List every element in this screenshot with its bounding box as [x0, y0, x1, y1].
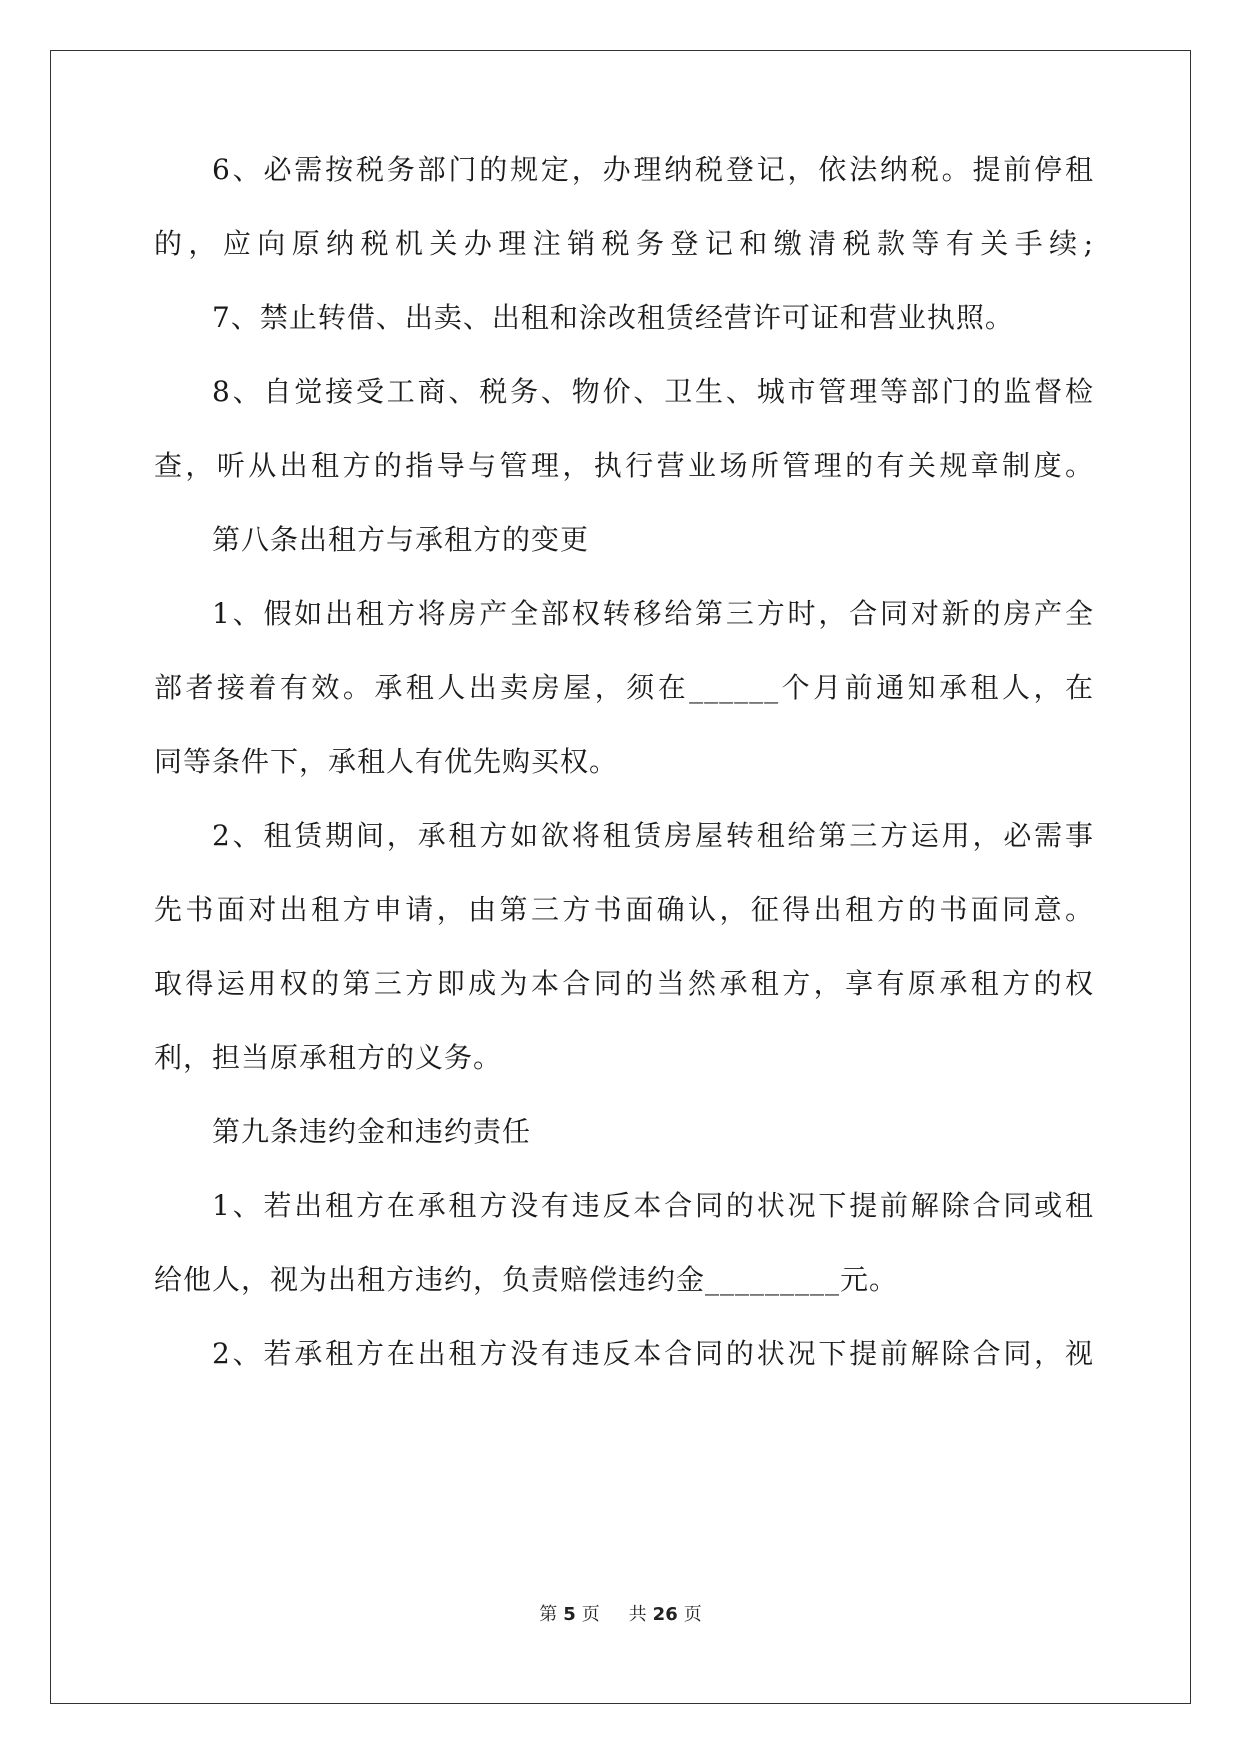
paragraph-line: 部者接着有效。承租人出卖房屋，须在______个月前通知承租人，在 — [154, 671, 1094, 704]
footer-total-prefix: 共 — [628, 1604, 647, 1625]
paragraph-line: 2、若承租方在出租方没有违反本合同的状况下提前解除合同，视 — [212, 1337, 1094, 1370]
paragraph-line: 1、假如出租方将房产全部权转移给第三方时，合同对新的房产全 — [212, 597, 1094, 630]
paragraph-line: 1、若出租方在承租方没有违反本合同的状况下提前解除合同或租 — [212, 1189, 1094, 1222]
paragraph-line: 给他人，视为出租方违约，负责赔偿违约金_________元。 — [154, 1263, 899, 1296]
footer-total-pages: 26 — [652, 1604, 678, 1625]
footer-total-suffix: 页 — [683, 1604, 702, 1625]
footer-page-suffix: 页 — [581, 1604, 600, 1625]
paragraph-line: 7、禁止转借、出卖、出租和涂改租赁经营许可证和营业执照。 — [212, 301, 1014, 334]
paragraph-line: 取得运用权的第三方即成为本合同的当然承租方，享有原承租方的权 — [154, 967, 1094, 1000]
paragraph-line: 2、租赁期间，承租方如欲将租赁房屋转租给第三方运用，必需事 — [212, 819, 1094, 852]
paragraph-line: 查，听从出租方的指导与管理，执行营业场所管理的有关规章制度。 — [154, 449, 1094, 482]
paragraph-line: 利，担当原承租方的义务。 — [154, 1041, 503, 1074]
paragraph-line: 先书面对出租方申请，由第三方书面确认，征得出租方的书面同意。 — [154, 893, 1094, 926]
page-footer — [0, 1600, 1241, 1626]
paragraph-line: 的，应向原纳税机关办理注销税务登记和缴清税款等有关手续; — [154, 227, 1094, 260]
paragraph-line: 同等条件下，承租人有优先购买权。 — [154, 745, 619, 778]
section-heading: 第九条违约金和违约责任 — [212, 1115, 532, 1148]
footer-page-number: 5 — [563, 1604, 576, 1625]
section-heading: 第八条出租方与承租方的变更 — [212, 523, 590, 556]
paragraph-line: 6、必需按税务部门的规定，办理纳税登记，依法纳税。提前停租 — [212, 153, 1094, 186]
paragraph-line: 8、自觉接受工商、税务、物价、卫生、城市管理等部门的监督检 — [212, 375, 1094, 408]
footer-page-prefix: 第 — [539, 1604, 558, 1625]
